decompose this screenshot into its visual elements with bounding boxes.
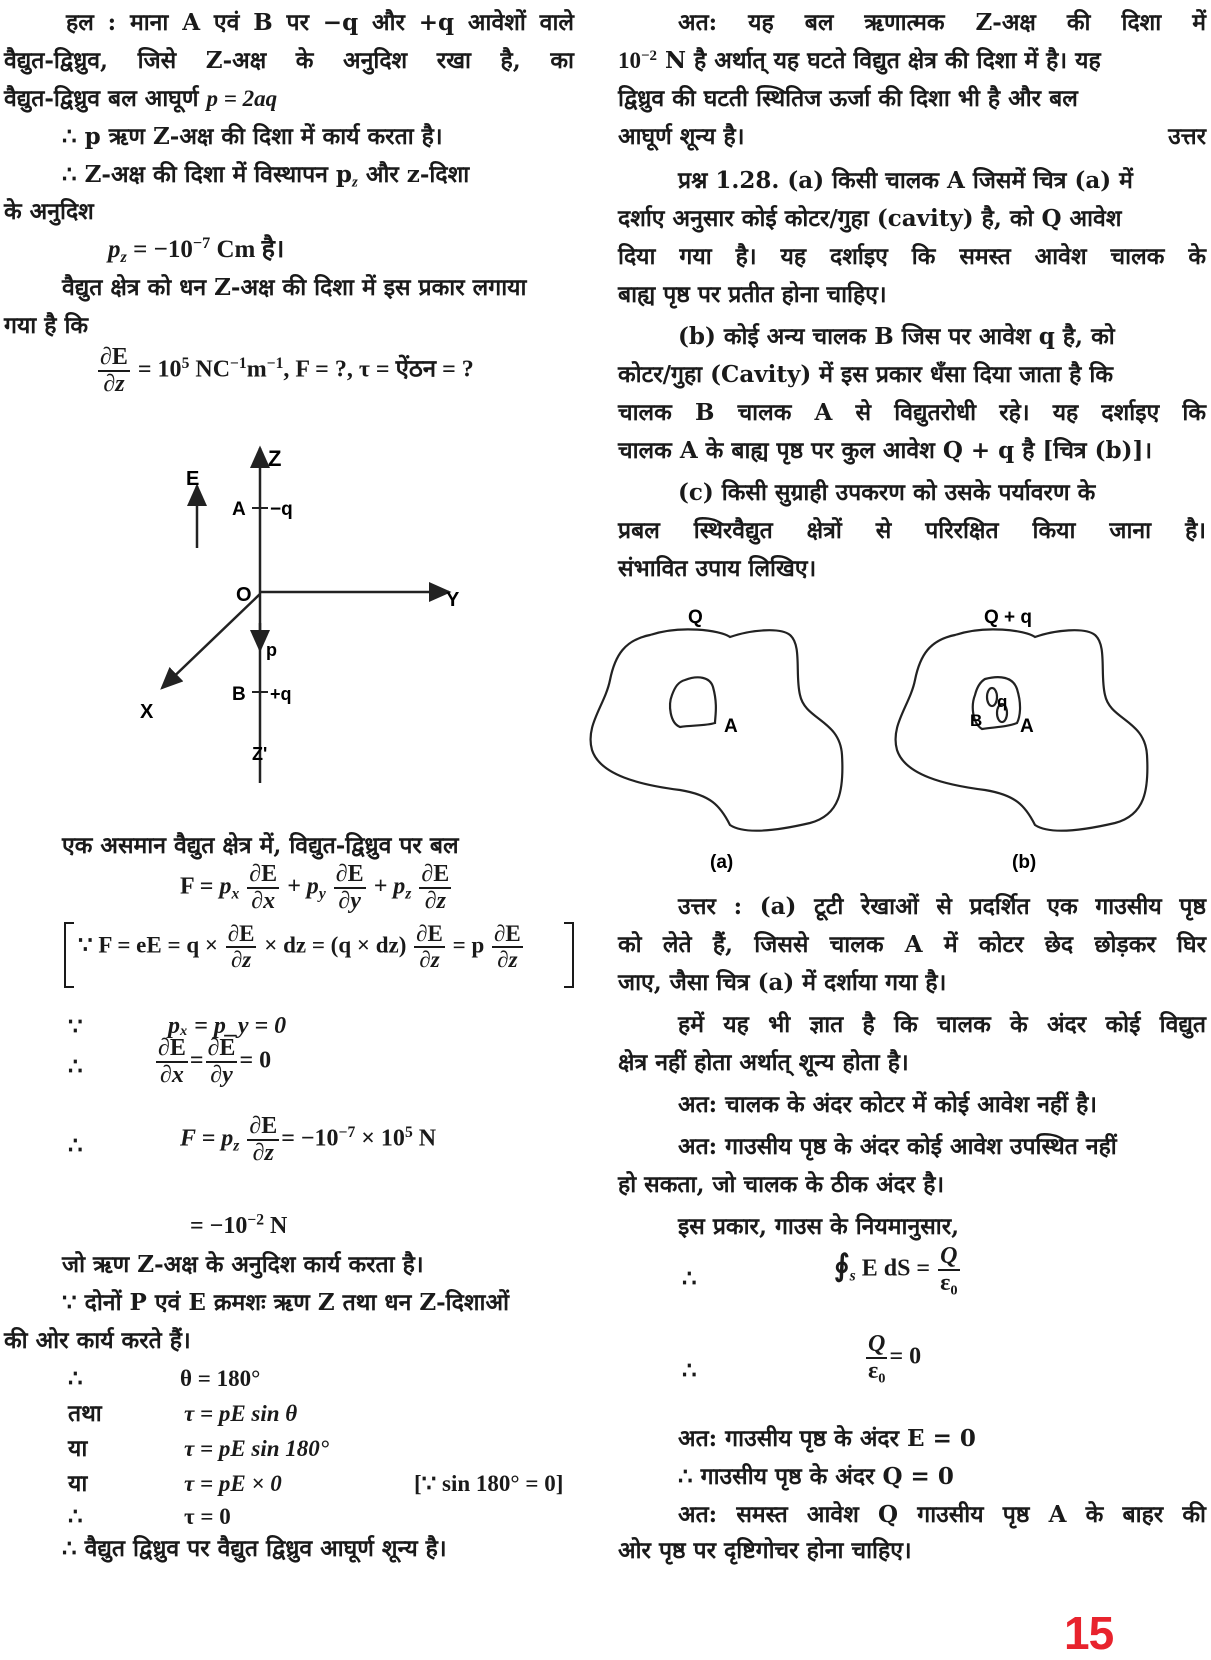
both-directions-line2: की ओर कार्य करते हैं।: [4, 1327, 191, 1354]
power-base: 10: [618, 48, 641, 73]
bracket-part1: ∵ F = eE = q ×: [78, 932, 218, 958]
pz-unit: Cm है।: [216, 236, 285, 263]
zero-symbol: ∴: [682, 1357, 697, 1384]
bracket-part2: × dz = (q × dz): [264, 932, 407, 958]
result-exp: −2: [247, 1211, 265, 1229]
answer-para8-line1: अत: समस्त आवेश Q गाउसीय पृष्ठ A के बाहर की: [678, 1501, 1206, 1528]
torque-step-theta: θ = 180°: [180, 1366, 261, 1391]
fraction-dy: [334, 862, 366, 914]
fig-b-inner-q: q: [997, 692, 1008, 711]
fraction-denominator: ∂z: [252, 1140, 274, 1167]
step-force-value: [180, 1114, 436, 1166]
fraction-numerator: ∂E: [206, 1036, 238, 1063]
page-number: 15: [1064, 1607, 1114, 1659]
fig-b-label: A: [1020, 716, 1034, 737]
displacement-subscript: z: [352, 174, 358, 191]
fraction-numerator: ∂E: [419, 862, 451, 889]
x-axis-line: [162, 594, 260, 688]
force-rhs: = −10: [281, 1125, 339, 1152]
gradient-exp: 5: [181, 355, 190, 373]
fraction-numerator: ∂E: [414, 922, 445, 948]
fig-a-caption: (a): [710, 852, 734, 873]
sub-y: y: [318, 885, 326, 903]
gauss-equation: [834, 1244, 962, 1296]
bracket-equation: [78, 922, 525, 972]
question-part-b-line3: चालक B चालक A से विद्युतरोधी रहे। यह दर्शाइए कि: [618, 399, 1206, 426]
pz-rhs: = −10: [133, 236, 193, 263]
fraction-dx: [156, 1036, 188, 1088]
answer-para8-line2: ओर पृष्ठ पर दृष्टिगोचर होना चाहिए।: [618, 1537, 912, 1564]
pz-subscript: z: [120, 247, 127, 266]
continuation-line3: द्विध्रुव की घटती स्थितिज ऊर्जा की दिशा भी है और बल: [618, 85, 1078, 112]
question-part-b-line2: कोटर/गुहा (Cavity) में इस प्रकार धँसा दिया जाता है कि: [618, 361, 1114, 388]
question-part-a-line4: बाह्य पृष्ठ पर प्रतीत होना चाहिए।: [618, 281, 887, 308]
fraction-denominator: ∂z: [103, 371, 125, 398]
equals-zero: = 0: [889, 1343, 922, 1370]
exp2: 5: [404, 1124, 413, 1142]
continuation-line2-text: N है अर्थात् यह घटते विद्युत क्षेत्र की दिशा में है। यह: [665, 47, 1101, 74]
left-bracket: [64, 922, 74, 988]
fraction-numerator: ∂E: [492, 922, 523, 948]
dipole-moment-formula: p = 2aq: [206, 86, 278, 111]
contour-integral-icon: ∮: [834, 1249, 850, 1283]
torque-symbol: ∴: [68, 1365, 83, 1392]
label-z-prime: Z': [252, 744, 268, 764]
fraction-numerator: Q: [938, 1244, 959, 1271]
fraction-dz: [492, 922, 523, 972]
fraction-numerator: ∂E: [156, 1036, 188, 1063]
answer-para2-line2: क्षेत्र नहीं होता अर्थात् शून्य होता है।: [618, 1049, 909, 1076]
question-part-b-line1: (b) कोई अन्य चालक B जिस पर आवेश q है, को: [678, 323, 1115, 350]
fraction-denominator: ∂z: [497, 947, 518, 973]
gradient-fraction: [98, 345, 130, 397]
dipole-axes-diagram: [124, 438, 484, 798]
fig-b-inner-b: B: [970, 711, 983, 730]
continuation-line2: [618, 42, 1101, 79]
torque-symbol: तथा: [68, 1400, 102, 1427]
gradient-unit: NC: [195, 356, 231, 383]
gradient-unit-exp2: −1: [266, 355, 284, 373]
equals-zero: = 0: [239, 1047, 272, 1074]
fraction-dz: [419, 862, 451, 914]
force-lhs: F =: [180, 873, 214, 900]
torque-step-formula: τ = pE sin θ: [184, 1401, 298, 1426]
fraction-numerator: ∂E: [247, 1114, 279, 1141]
label-p: p: [266, 640, 277, 660]
solution-intro-line3: [4, 80, 277, 117]
fraction-denominator: ε₀: [868, 1358, 886, 1385]
gauss-lhs: E dS =: [861, 1255, 931, 1282]
label-o: O: [236, 584, 252, 606]
term-px: p: [219, 873, 232, 900]
fig-a-charge: Q: [688, 607, 703, 628]
fig-b-caption: (b): [1012, 852, 1037, 873]
exp1: −7: [338, 1124, 356, 1142]
step-symbol: ∵: [68, 1013, 83, 1040]
force-rhs2: × 10: [361, 1125, 405, 1152]
nonuniform-force-text: एक असमान वैद्युत क्षेत्र में, विद्युत-द्विध्रुव पर बल: [62, 832, 459, 859]
step-px-py-zero: pₓ = p_y = 0: [168, 1013, 287, 1039]
question-part-c-line1: (c) किसी सुग्राही उपकरण को उसके पर्यावरण के: [678, 479, 1096, 506]
sub-x: x: [231, 885, 240, 903]
fraction-q-eps: [866, 1332, 887, 1384]
fig-b-charge: Q + q: [984, 607, 1033, 628]
answer-para6: अत: गाउसीय पृष्ठ के अंदर E = 0: [678, 1425, 976, 1452]
question-part-a-line1: [678, 162, 1133, 199]
power-exp: −2: [641, 47, 657, 64]
step-symbol: ∴: [68, 1053, 83, 1080]
label-x: X: [140, 701, 154, 723]
label-e: E: [186, 468, 200, 490]
step-symbol: ∴: [68, 1132, 83, 1159]
fraction-denominator: ∂z: [424, 888, 446, 915]
gradient-equation: [96, 345, 474, 397]
torque-step-sin180: τ = pE sin 180°: [184, 1436, 329, 1461]
fraction-numerator: Q: [866, 1332, 887, 1359]
surface-subscript: s: [849, 1267, 856, 1285]
dipole-moment-label: वैद्युत-द्विध्रुव बल आघूर्ण: [4, 85, 199, 112]
displacement-line1: [62, 156, 469, 193]
fraction-denominator: ∂x: [160, 1062, 184, 1089]
force-lhs: F = p: [180, 1125, 234, 1152]
answer-para1-line3: जाए, जैसा चित्र (a) में दर्शाया गया है।: [618, 969, 947, 996]
bracket-part3: = p: [452, 932, 485, 958]
force-components-equation: [180, 862, 453, 914]
term-pz: + p: [373, 873, 406, 900]
cavity-figures: [580, 605, 1200, 875]
fraction-denominator: ∂z: [230, 947, 252, 973]
step-gradients-zero: [154, 1036, 271, 1088]
torque-symbol: या: [68, 1470, 88, 1497]
gradient-rhs: = 10: [137, 356, 182, 383]
torque-symbol: ∴: [68, 1503, 83, 1530]
label-z: Z: [268, 446, 282, 471]
answer-para1-line1: उत्तर : (a) टूटी रेखाओं से प्रदर्शित एक गाउसीय पृष्ठ: [678, 893, 1206, 920]
fig-a-label: A: [724, 716, 738, 737]
solution-intro-line2: वैद्युत-द्विध्रुव, जिसे Z-अक्ष के अनुदिश रखा है, का: [4, 47, 574, 74]
fraction-numerator: ∂E: [98, 345, 130, 372]
label-b: B: [232, 684, 246, 705]
p-negative-statement: ∴ p ऋण Z-अक्ष की दिशा में कार्य करता है।: [62, 123, 443, 150]
label-y: Y: [446, 589, 460, 611]
question-label: प्रश्न 1.28.: [678, 167, 780, 194]
displacement-text-end: और z-दिशा: [365, 161, 470, 188]
unit-n: N: [270, 1213, 288, 1239]
figure-a: [591, 629, 843, 830]
torque-step-note: [∵ sin 180° = 0]: [414, 1471, 564, 1496]
displacement-text: ∴ Z-अक्ष की दिशा में विस्थापन p: [62, 161, 353, 188]
answer-para1-line2: को लेते हैं, जिससे चालक A में कोटर छेद छोड़कर घिर: [618, 931, 1206, 958]
fraction-denominator: ∂z: [419, 947, 440, 973]
answer-para5: इस प्रकार, गाउस के नियमानुसार,: [678, 1213, 960, 1240]
answer-para7: ∴ गाउसीय पृष्ठ के अंदर Q = 0: [678, 1463, 954, 1490]
fraction-dz: [414, 922, 445, 972]
fraction-dy: [206, 1036, 238, 1088]
sub-z: z: [405, 885, 412, 903]
question-part-c-line3: संभावित उपाय लिखिए।: [618, 555, 817, 582]
fraction-q-eps: [938, 1244, 959, 1296]
torque-symbol: या: [68, 1435, 88, 1462]
fraction-dx: [247, 862, 279, 914]
fraction-denominator: ∂x: [251, 888, 276, 915]
torque-step-zero: τ = 0: [184, 1504, 231, 1529]
continuation-line1: अत: यह बल ऋणात्मक Z-अक्ष की दिशा में: [678, 9, 1206, 36]
question-part-c-line2: प्रबल स्थिरवैद्युत क्षेत्रों से परिरक्षित किया जाना है।: [618, 517, 1206, 544]
label-minus-q: −q: [270, 499, 293, 520]
pz-value-equation: [108, 231, 284, 268]
sub-z: z: [233, 1137, 240, 1155]
result-value: = −10: [190, 1213, 248, 1239]
answer-para4-line2: हो सकता, जो चालक के ठीक अंदर है।: [618, 1171, 945, 1198]
fraction-numerator: ∂E: [247, 862, 279, 889]
solution-intro-line1: हल : माना A एवं B पर −q और +q आवेशों वाले: [66, 9, 574, 36]
label-a: A: [232, 499, 246, 520]
negative-direction-text: जो ऋण Z-अक्ष के अनुदिश कार्य करता है।: [62, 1251, 424, 1278]
equals-sign: =: [189, 1047, 204, 1074]
field-applied-line2: गया है कि: [4, 312, 89, 339]
fraction-dz: [247, 1114, 279, 1166]
answer-tag: उत्तर: [1168, 123, 1206, 150]
question-part-b-line4: चालक A के बाह्य पृष्ठ पर कुल आवेश Q + q है [चित्र (b)]।: [618, 437, 1153, 464]
fraction-dz: [226, 922, 257, 972]
fraction-numerator: ∂E: [334, 862, 366, 889]
unit-n: N: [418, 1125, 437, 1152]
displacement-line2: के अनुदिश: [4, 198, 94, 225]
pz-symbol: p: [108, 236, 121, 263]
continuation-line4: आघूर्ण शून्य है।: [618, 123, 745, 150]
gradient-unit-exp1: −1: [230, 355, 247, 373]
both-directions-line1: ∵ दोनों P एवं E क्रमशः ऋण Z तथा धन Z-दिशाओं: [62, 1289, 509, 1316]
torque-step-times-zero: τ = pE × 0: [184, 1471, 282, 1496]
question-text: (a) किसी चालक A जिसमें चित्र (a) में: [787, 167, 1133, 194]
fraction-denominator: ∂y: [210, 1062, 233, 1089]
fraction-numerator: ∂E: [226, 922, 257, 948]
answer-para4-line1: अत: गाउसीय पृष्ठ के अंदर कोई आवेश उपस्थित नहीं: [678, 1133, 1117, 1160]
answer-para2-line1: हमें यह भी ज्ञात है कि चालक के अंदर कोई विद्युत: [678, 1011, 1206, 1038]
fraction-denominator: ∂y: [338, 888, 361, 915]
gauss-symbol: ∴: [682, 1265, 697, 1292]
label-plus-q: +q: [270, 684, 292, 704]
fraction-denominator: ε₀: [940, 1270, 958, 1297]
gradient-unit2: m: [246, 356, 267, 383]
conclusion-text: ∴ वैद्युत द्विध्रुव पर वैद्युत द्विध्रुव आघूर्ण शून्य है।: [62, 1535, 447, 1562]
gradient-tail: , F = ?, τ = ऐंठन = ?: [283, 356, 474, 383]
answer-para3: अत: चालक के अंदर कोटर में कोई आवेश नहीं है।: [678, 1091, 1098, 1118]
field-applied-line1: वैद्युत क्षेत्र को धन Z-अक्ष की दिशा में इस प्रकार लगाया: [62, 274, 527, 301]
zero-equation: [864, 1332, 921, 1384]
step-force-result: [190, 1208, 287, 1245]
right-bracket: [564, 922, 574, 988]
term-py: + p: [287, 873, 319, 900]
question-part-a-line2: दर्शाए अनुसार कोई कोटर/गुहा (cavity) है, को Q आवेश: [618, 205, 1122, 232]
pz-exponent: −7: [192, 234, 211, 253]
question-part-a-line3: दिया गया है। यह दर्शाइए कि समस्त आवेश चालक के: [618, 243, 1206, 270]
